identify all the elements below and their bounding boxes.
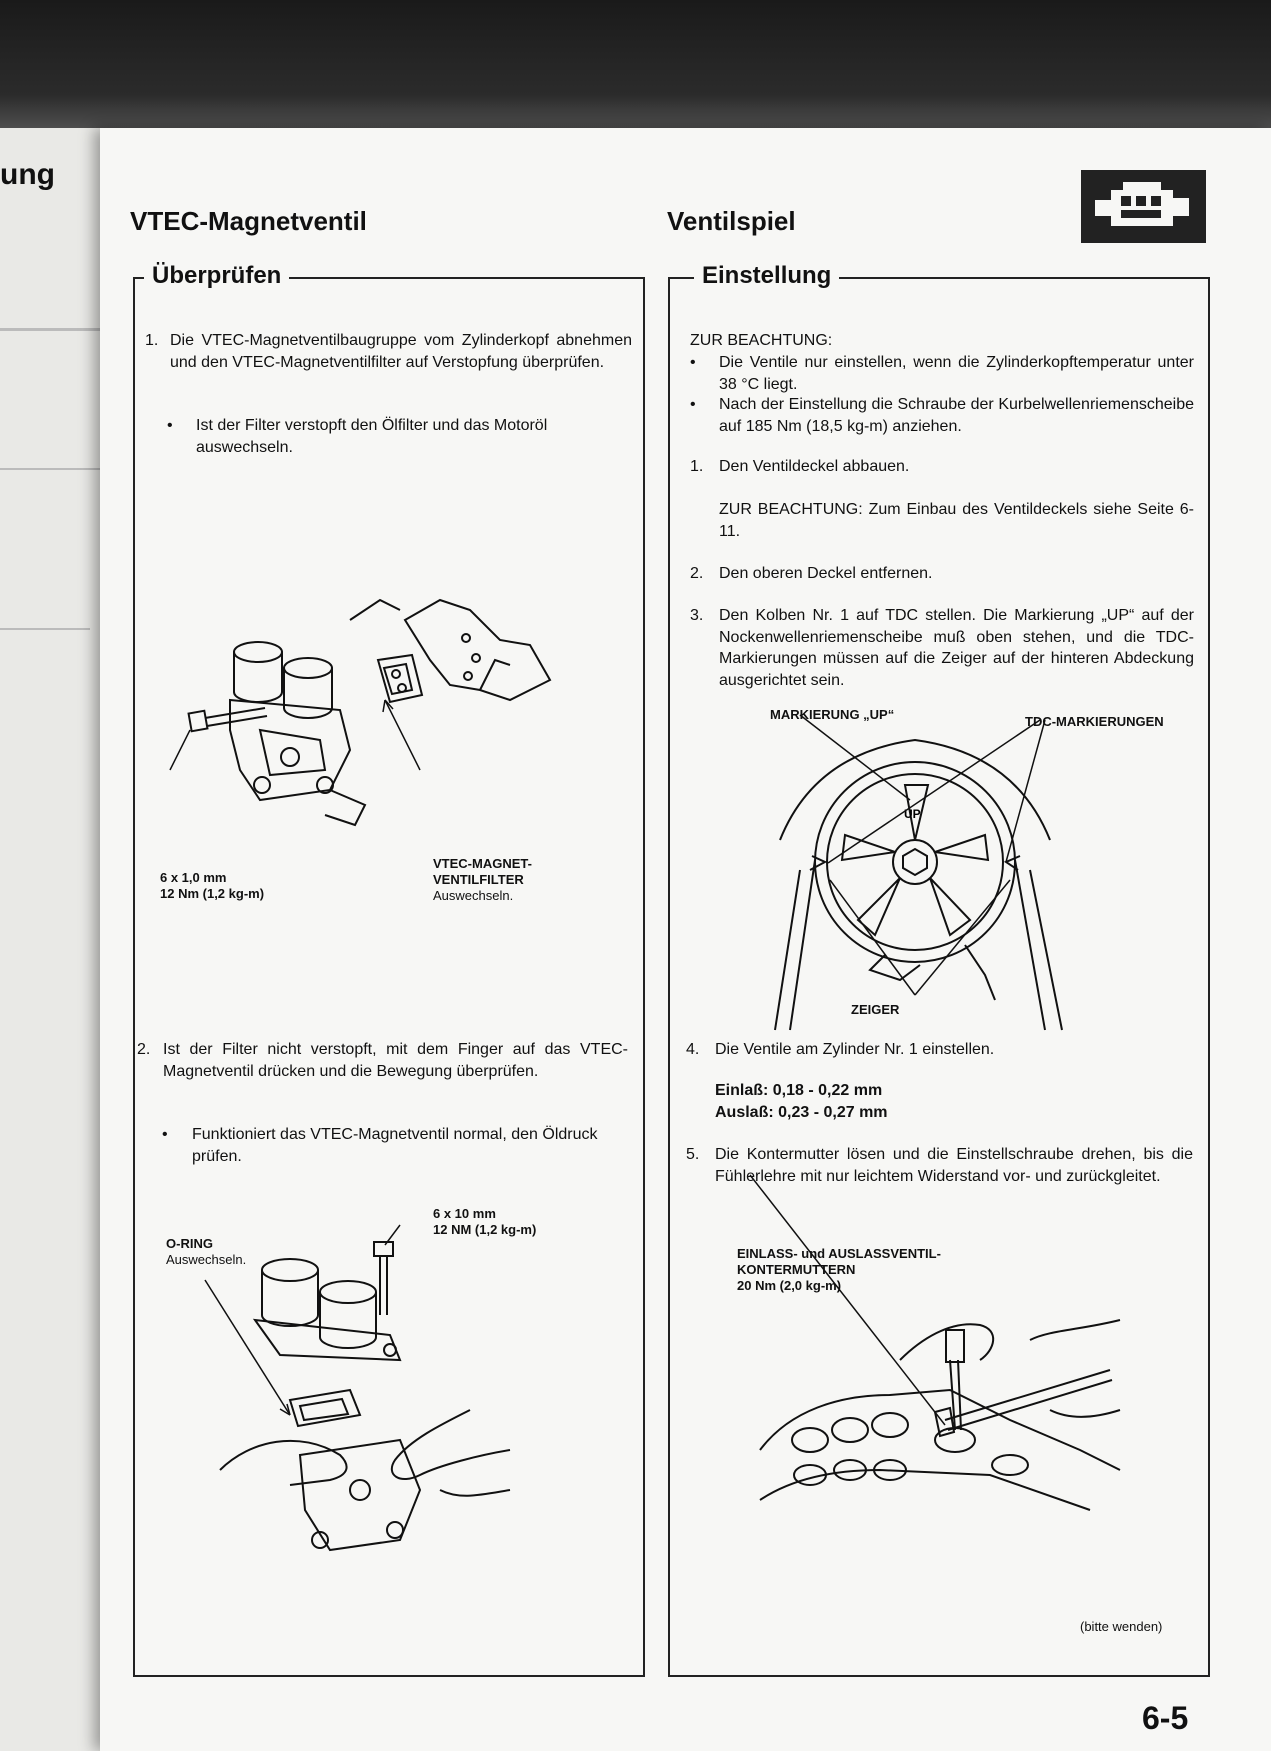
step-text: Die Ventile am Zylinder Nr. 1 einstellen. — [715, 1041, 995, 1058]
up-mark-label: MARKIERUNG „UP“ — [770, 707, 895, 722]
step-number: 4. — [686, 1041, 700, 1058]
engine-icon — [1081, 170, 1206, 243]
page-title-left: VTEC-Magnetventil — [130, 206, 367, 236]
valve-adjustment-figure — [750, 1300, 1130, 1550]
step-number: 1. — [145, 332, 159, 349]
pointer-label: ZEIGER — [851, 1002, 900, 1017]
bolt-spec-label: 6 x 1,0 mm 12 Nm (1,2 kg-m) — [160, 870, 265, 901]
continue-note: (bitte wenden) — [1080, 1619, 1163, 1634]
section-heading-adjustment: Einstellung — [694, 262, 839, 290]
step-text: Den Kolben Nr. 1 auf TDC stellen. Die Markierung „UP“ auf der Nockenwellenriemenscheibe muß oben stehen, und die TDC-Markierungen müssen auf die Zeiger auf der hinteren Abdeckung ausgerichtet sein. — [719, 607, 1194, 689]
step-text: Den oberen Deckel entfernen. — [719, 565, 933, 582]
step-number: 2. — [690, 565, 704, 582]
step-number: 2. — [137, 1041, 151, 1058]
o-ring-label: O-RING Auswechseln. — [166, 1236, 247, 1267]
page-number: 6-5 — [1142, 1700, 1189, 1736]
page-title-right: Ventilspiel — [667, 206, 796, 236]
dark-scan-border — [0, 0, 1271, 135]
cam-pulley-figure — [770, 730, 1100, 1000]
note-bullet: Die Ventile nur einstellen, wenn die Zylinderkopftemperatur unter 38 °C liegt. — [719, 354, 1194, 393]
note-bullet: Nach der Einstellung die Schraube der Kurbelwellenriemenscheibe auf 185 Nm (18,5 kg-m) anziehen. — [719, 396, 1194, 435]
step-number: 1. — [690, 458, 704, 475]
tdc-marks-label: TDC-MARKIERUNGEN — [1025, 714, 1164, 729]
solenoid-test-figure — [180, 1240, 520, 1570]
step-text: Die Kontermutter lösen und die Einstellschraube drehen, bis die Fühlerlehre mit nur leichtem Widerstand vor- und zurückgleitet. — [715, 1146, 1193, 1185]
filter-label: VTEC-MAGNET- VENTILFILTER Auswechseln. — [433, 856, 532, 903]
previous-page-edge — [0, 128, 100, 1751]
step-note: ZUR BEACHTUNG: Zum Einbau des Ventildeckels siehe Seite 6-11. — [719, 501, 1194, 540]
step-text: Ist der Filter nicht verstopft, mit dem Finger auf das VTEC-Magnetventil drücken und die Bewegung überprüfen. — [163, 1041, 628, 1080]
bullet-text: Ist der Filter verstopft den Ölfilter und das Motoröl auswechseln. — [196, 417, 548, 456]
section-heading-inspection: Überprüfen — [144, 262, 289, 290]
step-text: Die VTEC-Magnetventilbaugruppe vom Zylinderkopf abnehmen und den VTEC-Magnetventilfilter auf Verstopfung überprüfen. — [170, 332, 632, 371]
note-title: ZUR BEACHTUNG: — [690, 332, 833, 349]
exhaust-clearance: Auslaß: 0,23 - 0,27 mm — [715, 1104, 888, 1121]
solenoid-valve-figure — [150, 600, 570, 890]
bullet-icon: • — [167, 417, 173, 434]
step-text: Den Ventildeckel abbauen. — [719, 458, 910, 475]
intake-clearance: Einlaß: 0,18 - 0,22 mm — [715, 1082, 883, 1099]
bullet-icon: • — [690, 396, 696, 413]
previous-page-heading: ung — [0, 158, 55, 191]
bullet-icon: • — [690, 354, 696, 371]
step-number: 3. — [690, 607, 704, 624]
bullet-icon: • — [162, 1126, 168, 1143]
bolt-spec-label: 6 x 10 mm 12 NM (1,2 kg-m) — [433, 1206, 537, 1237]
step-number: 5. — [686, 1146, 700, 1163]
locknut-label: EINLASS- und AUSLASSVENTIL- KONTERMUTTERN 20 Nm (2,0 kg-m) — [737, 1246, 941, 1293]
bullet-text: Funktioniert das VTEC-Magnetventil normal, den Öldruck prüfen. — [192, 1126, 598, 1165]
pulley-up-text: UP — [904, 807, 921, 821]
